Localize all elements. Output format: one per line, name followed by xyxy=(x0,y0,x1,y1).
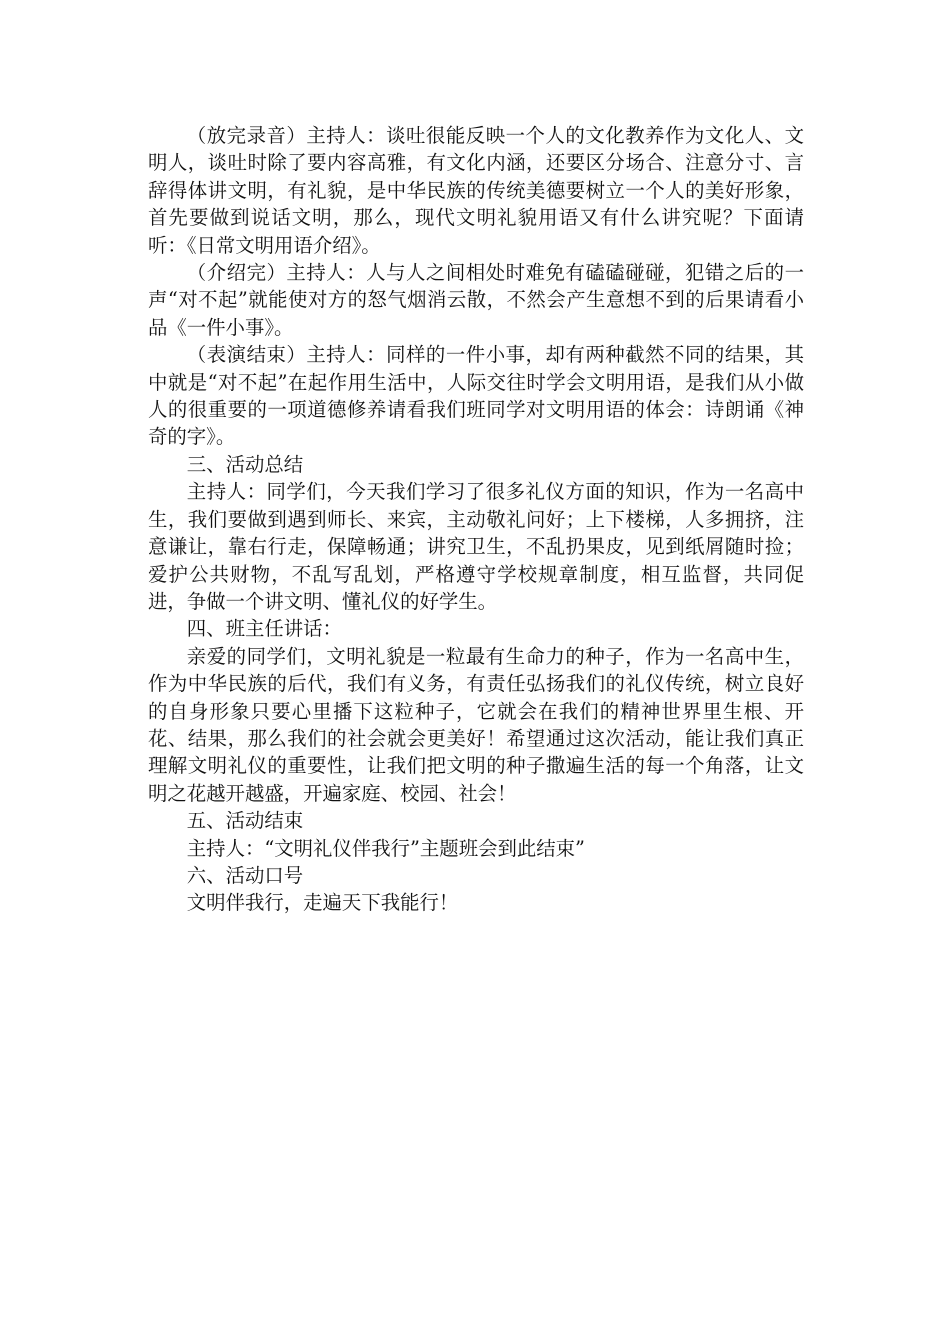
paragraph-closing: 主持人：“文明礼仪伴我行”主题班会到此结束” xyxy=(186,836,585,860)
paragraph-performance-done: （表演结束）主持人：同样的一件小事，却有两种截然不同的结果，其中就是“对不起”在起作用生活中，人际交往时学会文明用语，是我们从小做人的很重要的一项道德修养请看我们班同学对文明用语的体会：诗朗诵《神奇的字》。 xyxy=(148,343,804,449)
paragraph-teacher-speech: 亲爱的同学们，文明礼貌是一粒最有生命力的种子，作为一名高中生，作为中华民族的后代，我们有义务，有责任弘扬我们的礼仪传统，树立良好的自身形象只要心里播下这粒种子，它就会在我们的精神世界里生根、开花、结果，那么我们的社会就会更美好！希望通过这次活动，能让我们真正理解文明礼仪的重要性，让我们把文明的种子撒遍生活的每一个角落，让文明之花越开越盛，开遍家庭、校园、社会！ xyxy=(148,644,804,805)
section-heading-teacher-speech: 四、班主任讲话： xyxy=(186,617,342,641)
section-heading-slogan: 六、活动口号 xyxy=(186,863,304,887)
section-heading-summary: 三、活动总结 xyxy=(186,452,304,476)
document-body xyxy=(148,122,804,917)
paragraph-introduction-done: （介绍完）主持人：人与人之间相处时难免有磕磕碰碰，犯错之后的一声“对不起”就能使对方的怒气烟消云散，不然会产生意想不到的后果请看小品《一件小事》。 xyxy=(148,261,804,339)
paragraph-recording-intro: （放完录音）主持人：谈吐很能反映一个人的文化教养作为文化人、文明人，谈吐时除了要内容高雅，有文化内涵，还要区分场合、注意分寸、言辞得体讲文明，有礼貌，是中华民族的传统美德要树立一个人的美好形象，首先要做到说话文明，那么，现代文明礼貌用语又有什么讲究呢？下面请听：《日常文明用语介绍》。 xyxy=(148,124,804,257)
paragraph-slogan: 文明伴我行，走遍天下我能行！ xyxy=(186,891,459,915)
paragraph-summary: 主持人：同学们，今天我们学习了很多礼仪方面的知识，作为一名高中生，我们要做到遇到师长、来宾，主动敬礼问好；上下楼梯，人多拥挤，注意谦让，靠右行走，保障畅通；讲究卫生，不乱扔果皮，见到纸屑随时捡；爱护公共财物，不乱写乱划，严格遵守学校规章制度，相互监督，共同促进，争做一个讲文明、懂礼仪的好学生。 xyxy=(148,480,804,613)
section-heading-closing: 五、活动结束 xyxy=(186,809,304,833)
